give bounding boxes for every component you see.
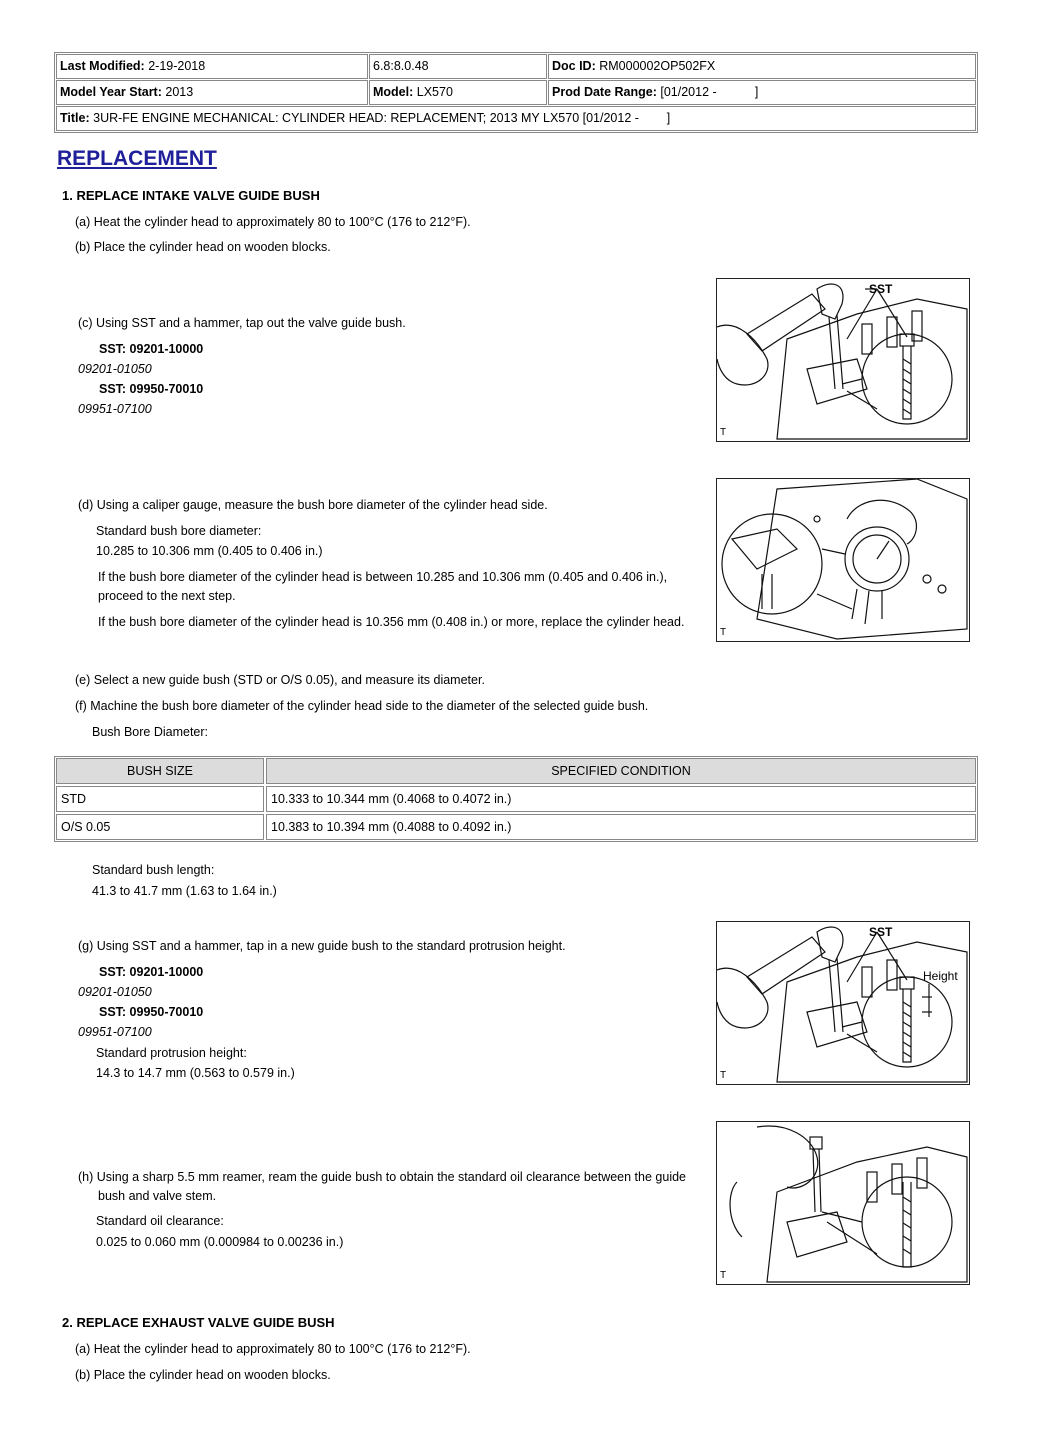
table-cell-bush-size: O/S 0.05: [56, 814, 264, 840]
figure-callout-label: Height: [923, 969, 958, 983]
std-bush-length-value: 41.3 to 41.7 mm (1.63 to 1.64 in.): [92, 884, 277, 898]
std-bush-length-label: Standard bush length:: [92, 863, 215, 877]
figure-ream-bush-drawing: [717, 1122, 969, 1284]
figure-ream-bush: [716, 1121, 970, 1285]
figure-corner-mark: T: [720, 427, 727, 438]
figure-corner-mark: T: [720, 627, 727, 638]
step-1h-line-1: (h) Using a sharp 5.5 mm reamer, ream the guide bush to obtain the standard oil clearance between the guide: [78, 1170, 686, 1184]
std-protrusion-label: Standard protrusion height:: [96, 1046, 247, 1060]
sst-1g-primary-sub: 09201-01050: [78, 985, 152, 999]
std-bore-label: Standard bush bore diameter:: [96, 524, 262, 538]
sst-1g-secondary-sub: 09951-07100: [78, 1025, 152, 1039]
bush-bore-diameter-label: Bush Bore Diameter:: [92, 725, 209, 739]
step-2b-text: (b) Place the cylinder head on wooden blocks.: [75, 1368, 331, 1382]
table-row: [56, 814, 976, 840]
step-1g-text: (g) Using SST and a hammer, tap in a new guide bush to the standard protrusion height.: [78, 939, 566, 953]
figure-caliper-gauge: [716, 478, 970, 642]
step-2a-text: (a) Heat the cylinder head to approximately 80 to 100°C (176 to 212°F).: [75, 1342, 471, 1356]
table-header-specified-condition: SPECIFIED CONDITION: [266, 758, 976, 784]
std-bore-value: 10.285 to 10.306 mm (0.405 to 0.406 in.): [96, 544, 323, 558]
std-protrusion-value: 14.3 to 14.7 mm (0.563 to 0.579 in.): [96, 1066, 295, 1080]
table-header-bush-size: BUSH SIZE: [56, 758, 264, 784]
figure-caliper-gauge-drawing: [717, 479, 969, 641]
model-year-cell: Model Year Start: 2013: [56, 80, 368, 105]
step-1c-text: (c) Using SST and a hammer, tap out the valve guide bush.: [78, 316, 406, 330]
table-header-row: [56, 758, 976, 784]
step-1d-text: (d) Using a caliper gauge, measure the bush bore diameter of the cylinder head side.: [78, 498, 548, 512]
table-cell-bush-size: STD: [56, 786, 264, 812]
doc-id-cell: Doc ID: RM000002OP502FX: [548, 54, 976, 79]
page-title: REPLACEMENT: [57, 147, 217, 170]
last-modified-cell: Last Modified: 2-19-2018: [56, 54, 368, 79]
figure-callout-label: SST: [869, 925, 893, 939]
figure-tap-in-bush: [716, 921, 970, 1085]
step-1e-text: (e) Select a new guide bush (STD or O/S 0.05), and measure its diameter.: [75, 673, 485, 687]
sst-1c-secondary: SST: 09950-70010: [99, 382, 204, 396]
prod-date-cell: Prod Date Range: [01/2012 - ]: [548, 80, 976, 105]
figure-callout-label: SST: [869, 282, 893, 296]
table-cell-condition: 10.383 to 10.394 mm (0.4088 to 0.4092 in.): [266, 814, 976, 840]
table-cell-condition: 10.333 to 10.344 mm (0.4068 to 0.4072 in.): [266, 786, 976, 812]
figure-corner-mark: T: [720, 1070, 727, 1081]
figure-tap-out-bush-drawing: [717, 279, 969, 441]
title-cell: Title: 3UR-FE ENGINE MECHANICAL: CYLINDER HEAD: REPLACEMENT; 2013 MY LX570 [01/2012 - ]: [56, 106, 976, 131]
bore-note-1-line-2: proceed to the next step.: [98, 589, 236, 603]
std-oil-clearance-value: 0.025 to 0.060 mm (0.000984 to 0.00236 in.): [96, 1235, 344, 1249]
step-1-heading: 1. REPLACE INTAKE VALVE GUIDE BUSH: [62, 188, 320, 203]
step-1h-line-2: bush and valve stem.: [98, 1189, 217, 1203]
sst-1g-primary: SST: 09201-10000: [99, 965, 204, 979]
sst-1c-secondary-sub: 09951-07100: [78, 402, 152, 416]
document-header-table: [54, 52, 978, 133]
step-1b-text: (b) Place the cylinder head on wooden blocks.: [75, 240, 331, 254]
step-1f-text: (f) Machine the bush bore diameter of the cylinder head side to the diameter of the selected guide bush.: [75, 699, 649, 713]
step-2-heading: 2. REPLACE EXHAUST VALVE GUIDE BUSH: [62, 1315, 335, 1330]
step-1a-text: (a) Heat the cylinder head to approximately 80 to 100°C (176 to 212°F).: [75, 215, 471, 229]
bush-bore-spec-table: [54, 756, 978, 842]
version-cell: 6.8:8.0.48: [369, 54, 547, 79]
model-cell: Model: LX570: [369, 80, 547, 105]
sst-1c-primary: SST: 09201-10000: [99, 342, 204, 356]
sst-1g-secondary: SST: 09950-70010: [99, 1005, 204, 1019]
sst-1c-primary-sub: 09201-01050: [78, 362, 152, 376]
figure-tap-in-bush-drawing: [717, 922, 969, 1084]
figure-corner-mark: T: [720, 1270, 727, 1281]
bore-note-1-line-1: If the bush bore diameter of the cylinder head is between 10.285 and 10.306 mm (0.405 and 0.406 in.),: [98, 570, 668, 584]
std-oil-clearance-label: Standard oil clearance:: [96, 1214, 224, 1228]
bore-note-2: If the bush bore diameter of the cylinder head is 10.356 mm (0.408 in.) or more, replace the cylinder head.: [98, 615, 685, 629]
figure-tap-out-bush: [716, 278, 970, 442]
table-row: [56, 786, 976, 812]
